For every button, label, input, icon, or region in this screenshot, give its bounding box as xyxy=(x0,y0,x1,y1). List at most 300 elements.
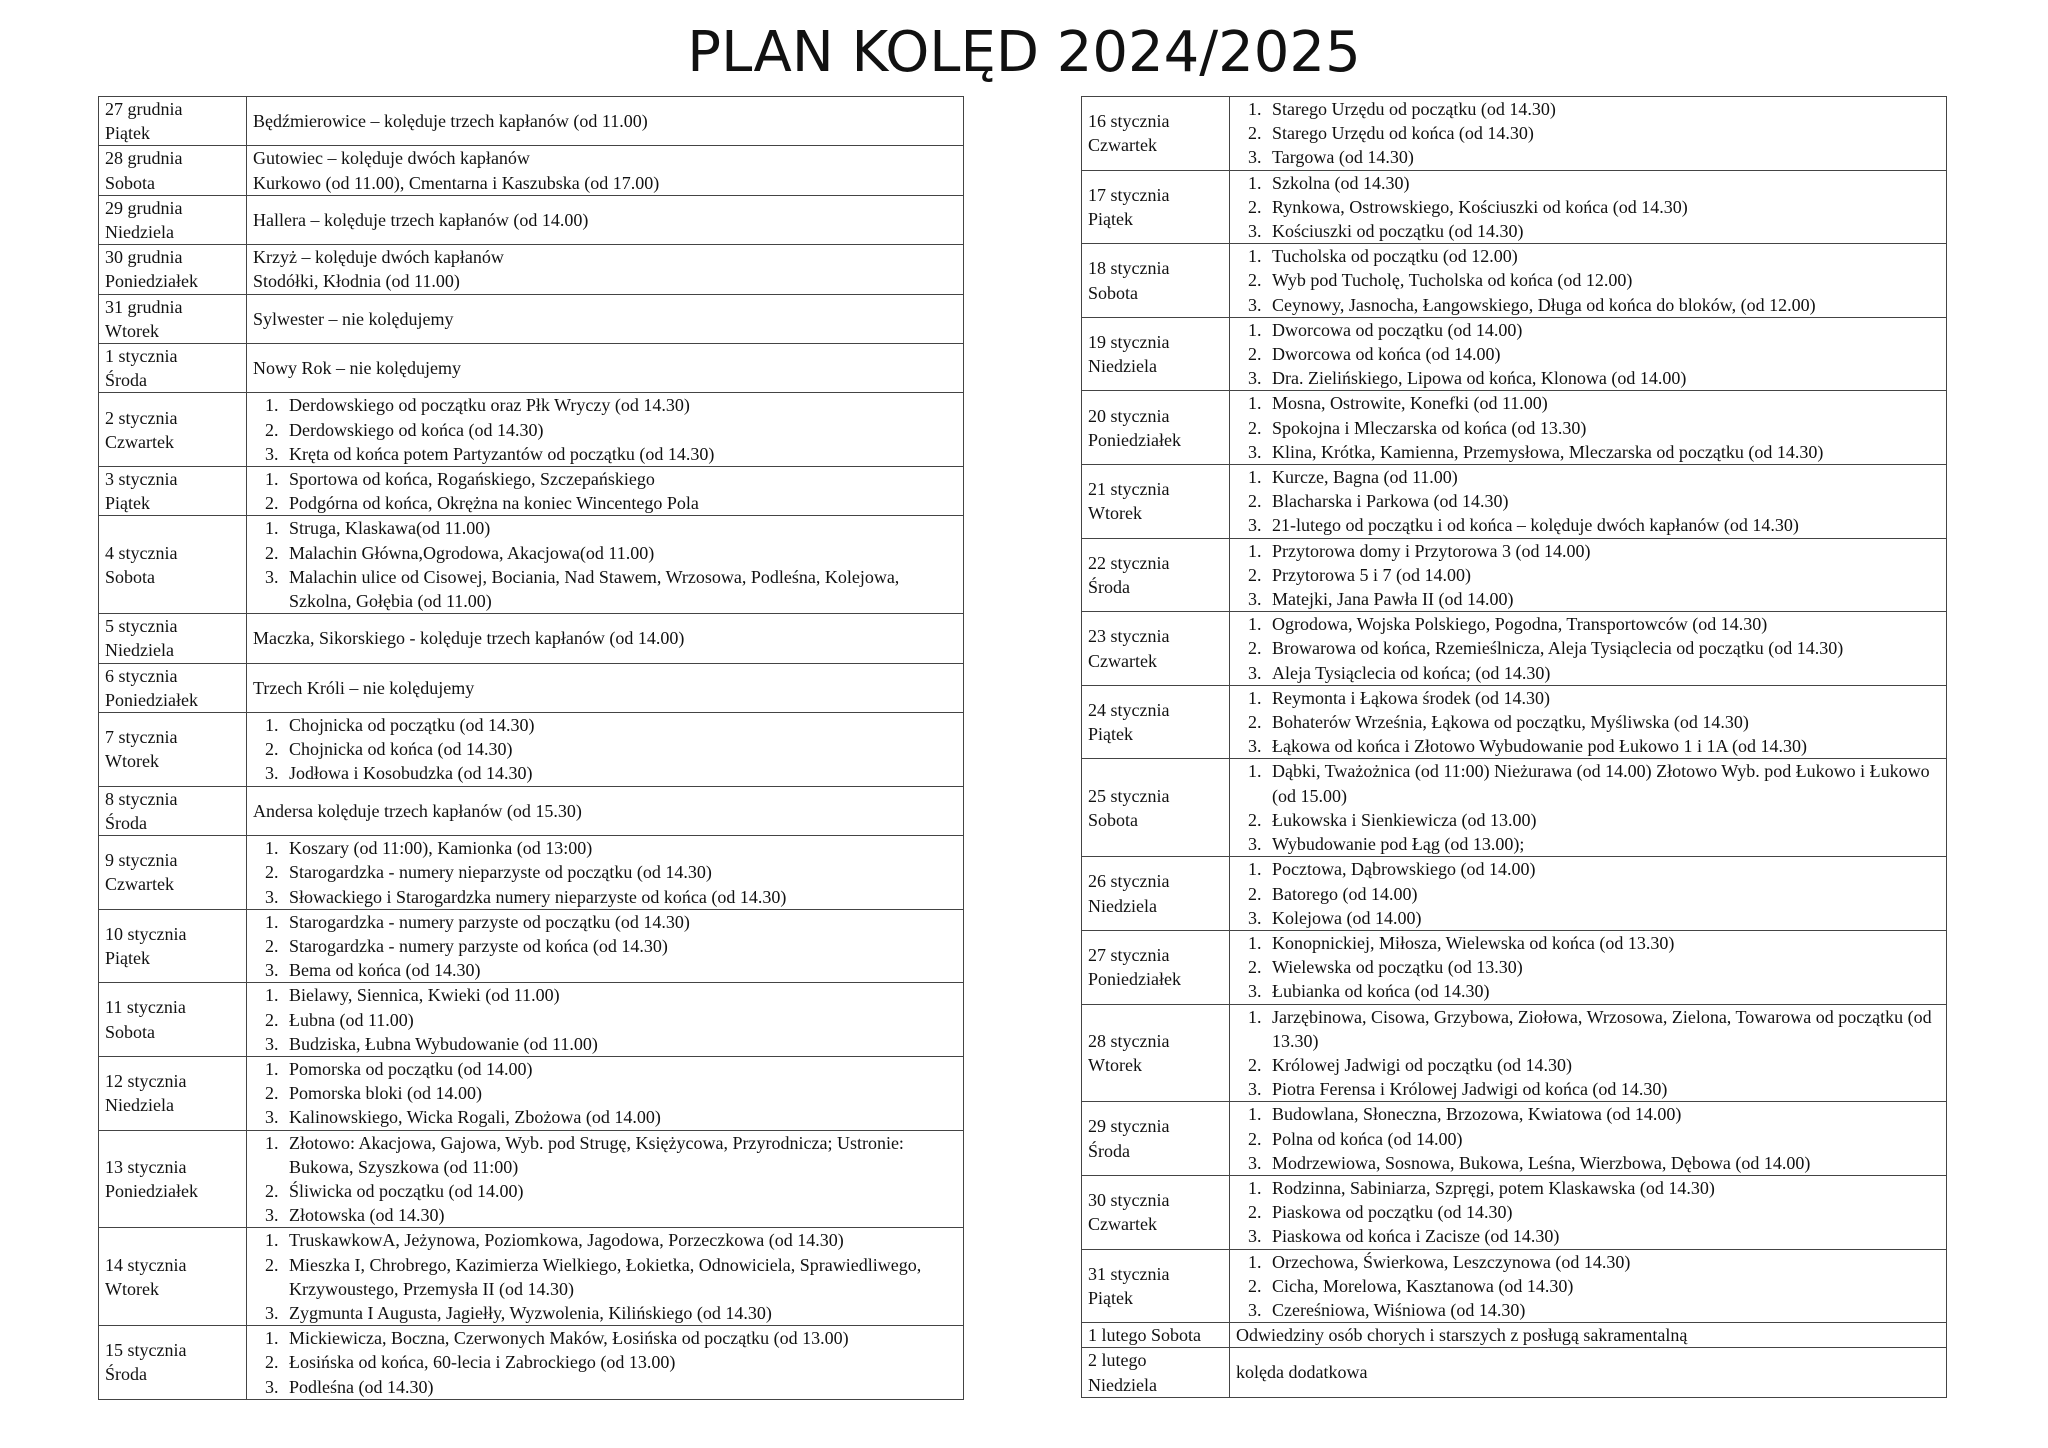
schedule-row xyxy=(1082,391,1947,465)
description-cell xyxy=(247,1056,964,1130)
day-weekday: Sobota xyxy=(105,1021,156,1042)
street-list xyxy=(253,1057,957,1130)
description-text: Odwiedziny osób chorych i starszych z posługą sakramentalną xyxy=(1236,1325,1688,1346)
street-list-item: 1. Budowlana, Słoneczna, Brzozowa, Kwiatowa (od 14.00) xyxy=(1266,1102,1940,1126)
description-cell xyxy=(1230,317,1947,391)
schedule-row xyxy=(1082,1175,1947,1249)
schedule-row xyxy=(99,1326,964,1400)
schedule-row xyxy=(1082,1348,1947,1397)
description-cell xyxy=(247,983,964,1057)
street-list xyxy=(1236,391,1940,464)
day-weekday: Poniedziałek xyxy=(105,271,198,292)
street-list-item: 3. Kolejowa (od 14.00) xyxy=(1266,906,1940,930)
day-cell xyxy=(1082,97,1230,171)
day-date: 26 stycznia xyxy=(1088,871,1170,892)
street-list-item: 1. Koszary (od 11:00), Kamionka (od 13:00) xyxy=(283,836,957,860)
day-cell xyxy=(99,663,247,712)
street-list-item: 1. Pocztowa, Dąbrowskiego (od 14.00) xyxy=(1266,857,1940,881)
day-weekday: Poniedziałek xyxy=(1088,969,1181,990)
day-cell xyxy=(99,1326,247,1400)
schedule-row xyxy=(1082,317,1947,391)
street-list xyxy=(1236,318,1940,391)
description-cell xyxy=(247,344,964,393)
description-line: Gutowiec – kolęduje dwóch kapłanów xyxy=(253,148,530,169)
schedule-row xyxy=(99,245,964,294)
day-weekday: Piątek xyxy=(1088,208,1133,229)
street-list-item: 1. Dąbki, Tważożnica (od 11:00) Nieżurawa (od 14.00) Złotowo Wyb. pod Łukowo i Łukowo (od 15.00) xyxy=(1266,759,1940,807)
street-list-item: 3. Wybudowanie pod Łąg (od 13.00); xyxy=(1266,832,1940,856)
day-weekday: Niedziela xyxy=(105,222,174,243)
street-list xyxy=(1236,97,1940,170)
day-date: 31 stycznia xyxy=(1088,1263,1170,1284)
day-cell xyxy=(99,393,247,467)
schedule-row xyxy=(1082,1323,1947,1348)
description-cell xyxy=(1230,391,1947,465)
street-list-item: 3. Bema od końca (od 14.30) xyxy=(283,958,957,982)
street-list-item: 3. Słowackiego i Starogardzka numery nieparzyste od końca (od 14.30) xyxy=(283,885,957,909)
street-list xyxy=(1236,539,1940,612)
day-date: 28 stycznia xyxy=(1088,1030,1170,1051)
day-weekday: Piątek xyxy=(105,948,150,968)
description-cell xyxy=(247,516,964,614)
street-list-item: 2. Mieszka I, Chrobrego, Kazimierza Wielkiego, Łokietka, Odnowiciela, Sprawiedliwego, Krzywoustego, Przemysła II (od 14.30) xyxy=(283,1253,957,1301)
day-date: 19 stycznia xyxy=(1088,331,1170,352)
day-cell xyxy=(99,1130,247,1228)
day-date: 8 stycznia xyxy=(105,788,178,809)
street-list-item: 2. Piaskowa od początku (od 14.30) xyxy=(1266,1200,1940,1224)
day-cell xyxy=(1082,1348,1230,1397)
street-list-item: 3. Budziska, Łubna Wybudowanie (od 11.00) xyxy=(283,1032,957,1056)
street-list-item: 2. Łukowska i Sienkiewicza (od 13.00) xyxy=(1266,808,1940,832)
day-cell xyxy=(99,516,247,614)
day-date: 30 grudnia xyxy=(105,247,183,268)
description-cell xyxy=(1230,538,1947,612)
day-date: 25 stycznia xyxy=(1088,785,1170,806)
day-cell xyxy=(1082,1175,1230,1249)
street-list-item: 3. Zygmunta I Augusta, Jagiełły, Wyzwolenia, Kilińskiego (od 14.30) xyxy=(283,1301,957,1325)
day-weekday: Środa xyxy=(105,812,147,833)
street-list xyxy=(253,983,957,1056)
day-cell xyxy=(99,713,247,787)
day-date: 17 stycznia xyxy=(1088,184,1170,205)
street-list-item: 1. Bielawy, Siennica, Kwieki (od 11.00) xyxy=(283,983,957,1007)
schedule-row xyxy=(99,836,964,910)
day-date: 29 grudnia xyxy=(105,197,183,218)
description-cell xyxy=(1230,685,1947,759)
street-list xyxy=(253,910,957,983)
street-list-item: 2. Podgórna od końca, Okrężna na koniec Wincentego Pola xyxy=(283,491,957,515)
description-cell xyxy=(1230,97,1947,171)
street-list xyxy=(253,467,957,515)
street-list-item: 2. Malachin Główna,Ogrodowa, Akacjowa(od 11.00) xyxy=(283,541,957,565)
street-list xyxy=(1236,244,1940,317)
street-list xyxy=(253,1131,957,1228)
street-list-item: 2. Łubna (od 11.00) xyxy=(283,1008,957,1032)
day-weekday: Piątek xyxy=(1088,724,1133,745)
description-cell xyxy=(1230,465,1947,539)
street-list-item: 1. Starogardzka - numery parzyste od początku (od 14.30) xyxy=(283,910,957,934)
street-list-item: 3. Jodłowa i Kosobudzka (od 14.30) xyxy=(283,761,957,785)
description-cell xyxy=(247,836,964,910)
day-cell xyxy=(99,909,247,983)
description-line: Stodółki, Kłodnia (od 11.00) xyxy=(253,271,460,292)
day-cell xyxy=(99,467,247,516)
description-cell xyxy=(247,1326,964,1400)
street-list-item: 1. Tucholska od początku (od 12.00) xyxy=(1266,244,1940,268)
street-list-item: 2. Królowej Jadwigi od początku (od 14.30) xyxy=(1266,1053,1940,1077)
day-date: 3 stycznia xyxy=(105,469,178,490)
street-list-item: 2. Browarowa od końca, Rzemieślnicza, Aleja Tysiąclecia od początku (od 14.30) xyxy=(1266,636,1940,660)
day-cell xyxy=(1082,1102,1230,1176)
description-text: Nowy Rok – nie kolędujemy xyxy=(253,358,461,379)
day-cell xyxy=(1082,1323,1230,1348)
street-list xyxy=(1236,686,1940,759)
schedule-row xyxy=(99,983,964,1057)
street-list xyxy=(1236,931,1940,1004)
day-cell xyxy=(1082,857,1230,931)
schedule-row xyxy=(99,195,964,244)
day-date: 15 stycznia xyxy=(105,1340,187,1361)
day-weekday: Sobota xyxy=(105,566,156,587)
day-date: 18 stycznia xyxy=(1088,258,1170,279)
street-list-item: 2. Batorego (od 14.00) xyxy=(1266,882,1940,906)
schedule-row xyxy=(1082,1004,1947,1102)
street-list-item: 2. Przytorowa 5 i 7 (od 14.00) xyxy=(1266,563,1940,587)
street-list xyxy=(253,836,957,909)
day-cell xyxy=(99,786,247,835)
street-list xyxy=(253,393,957,466)
description-cell xyxy=(247,909,964,983)
description-cell xyxy=(247,1228,964,1326)
day-weekday: Piątek xyxy=(105,123,150,144)
day-cell xyxy=(1082,465,1230,539)
day-weekday: Czwartek xyxy=(1088,1214,1157,1235)
street-list-item: 3. Łąkowa od końca i Złotowo Wybudowanie pod Łukowo 1 i 1A (od 14.30) xyxy=(1266,734,1940,758)
description-text: Hallera – kolęduje trzech kapłanów (od 14.00) xyxy=(253,209,589,230)
day-cell xyxy=(99,195,247,244)
description-cell xyxy=(247,195,964,244)
day-cell xyxy=(99,294,247,343)
description-cell xyxy=(1230,1102,1947,1176)
street-list xyxy=(1236,759,1940,856)
schedule-row xyxy=(1082,1249,1947,1323)
description-cell xyxy=(1230,1348,1947,1397)
description-text: kolęda dodatkowa xyxy=(1236,1362,1368,1383)
description-text: Andersa kolęduje trzech kapłanów (od 15.30) xyxy=(253,800,582,821)
description-text: Maczka, Sikorskiego - kolęduje trzech kapłanów (od 14.00) xyxy=(253,628,685,649)
street-list-item: 1. Orzechowa, Świerkowa, Leszczynowa (od 14.30) xyxy=(1266,1250,1940,1274)
day-date: 28 grudnia xyxy=(105,148,183,169)
schedule-row xyxy=(99,393,964,467)
schedule-row xyxy=(99,516,964,614)
street-list-item: 3. Ceynowy, Jasnocha, Łangowskiego, Długa od końca do bloków, (od 12.00) xyxy=(1266,293,1940,317)
day-date: 14 stycznia xyxy=(105,1254,187,1275)
description-cell xyxy=(247,294,964,343)
street-list-item: 1. Struga, Klaskawa(od 11.00) xyxy=(283,516,957,540)
street-list-item: 1. Szkolna (od 14.30) xyxy=(1266,171,1940,195)
schedule-row xyxy=(99,786,964,835)
description-cell xyxy=(1230,244,1947,318)
schedule-table-right xyxy=(1081,96,1947,1398)
day-weekday: Środa xyxy=(105,1364,147,1385)
day-date: 16 stycznia xyxy=(1088,111,1170,132)
street-list-item: 3. Złotowska (od 14.30) xyxy=(283,1203,957,1227)
day-date: 27 stycznia xyxy=(1088,945,1170,965)
street-list-item: 1. Chojnicka od początku (od 14.30) xyxy=(283,713,957,737)
description-cell xyxy=(1230,1175,1947,1249)
schedule-row xyxy=(99,1130,964,1228)
day-weekday: Niedziela xyxy=(1088,1374,1157,1395)
day-weekday: Wtorek xyxy=(1088,503,1142,524)
street-list-item: 1. Sportowa od końca, Rogańskiego, Szczepańskiego xyxy=(283,467,957,491)
description-line: Kurkowo (od 11.00), Cmentarna i Kaszubska (od 17.00) xyxy=(253,172,660,193)
day-weekday: Środa xyxy=(1088,576,1130,597)
day-date: 21 stycznia xyxy=(1088,479,1170,500)
street-list-item: 1. Ogrodowa, Wojska Polskiego, Pogodna, Transportowców (od 14.30) xyxy=(1266,612,1940,636)
day-date: 12 stycznia xyxy=(105,1071,187,1092)
day-cell xyxy=(1082,685,1230,759)
description-text: Będźmierowice – kolęduje trzech kapłanów (od 11.00) xyxy=(253,111,648,132)
day-date: 7 stycznia xyxy=(105,727,178,748)
day-weekday: Niedziela xyxy=(1088,895,1157,916)
day-date: 23 stycznia xyxy=(1088,626,1170,647)
street-list-item: 3. Piotra Ferensa i Królowej Jadwigi od końca (od 14.30) xyxy=(1266,1077,1940,1101)
street-list-item: 2. Dworcowa od końca (od 14.00) xyxy=(1266,342,1940,366)
description-cell xyxy=(1230,1249,1947,1323)
day-cell xyxy=(99,1228,247,1326)
street-list-item: 1. Dworcowa od początku (od 14.00) xyxy=(1266,318,1940,342)
day-cell xyxy=(1082,391,1230,465)
day-cell xyxy=(99,983,247,1057)
day-cell xyxy=(99,344,247,393)
street-list xyxy=(1236,1250,1940,1323)
day-cell xyxy=(1082,170,1230,244)
schedule-row xyxy=(99,146,964,195)
street-list-item: 2. Wyb pod Tucholę, Tucholska od końca (od 12.00) xyxy=(1266,268,1940,292)
day-cell xyxy=(99,245,247,294)
schedule-row xyxy=(99,97,964,146)
day-cell xyxy=(1082,1004,1230,1102)
street-list-item: 2. Blacharska i Parkowa (od 14.30) xyxy=(1266,489,1940,513)
street-list-item: 1. TruskawkowA, Jeżynowa, Poziomkowa, Jagodowa, Porzeczkowa (od 14.30) xyxy=(283,1228,957,1252)
description-cell xyxy=(247,1130,964,1228)
day-date: 24 stycznia xyxy=(1088,699,1170,720)
street-list-item: 2. Chojnicka od końca (od 14.30) xyxy=(283,737,957,761)
street-list xyxy=(1236,465,1940,538)
day-date: 6 stycznia xyxy=(105,665,178,686)
day-cell xyxy=(1082,759,1230,857)
description-text: Trzech Króli – nie kolędujemy xyxy=(253,677,475,698)
street-list-item: 1. Jarzębinowa, Cisowa, Grzybowa, Ziołowa, Wrzosowa, Zielona, Towarowa od początku (od 13.30) xyxy=(1266,1005,1940,1053)
day-weekday: Wtorek xyxy=(105,751,159,772)
street-list-item: 2. Starogardzka - numery nieparzyste od początku (od 14.30) xyxy=(283,860,957,884)
schedule-row xyxy=(1082,759,1947,857)
day-date: 13 stycznia xyxy=(105,1156,187,1177)
street-list-item: 2. Polna od końca (od 14.00) xyxy=(1266,1127,1940,1151)
schedule-table-left xyxy=(98,96,964,1400)
street-list-item: 1. Mosna, Ostrowite, Konefki (od 11.00) xyxy=(1266,391,1940,415)
street-list xyxy=(253,1326,957,1399)
schedule-row xyxy=(99,1228,964,1326)
street-list-item: 1. Kurcze, Bagna (od 11.00) xyxy=(1266,465,1940,489)
schedule-row xyxy=(1082,170,1947,244)
description-cell xyxy=(247,146,964,195)
day-date: 9 stycznia xyxy=(105,850,178,871)
description-cell xyxy=(247,393,964,467)
schedule-row xyxy=(99,614,964,663)
description-cell xyxy=(1230,170,1947,244)
street-list-item: 2. Rynkowa, Ostrowskiego, Kościuszki od końca (od 14.30) xyxy=(1266,195,1940,219)
day-date: 4 stycznia xyxy=(105,542,178,563)
street-list-item: 2. Derdowskiego od końca (od 14.30) xyxy=(283,418,957,442)
street-list-item: 3. Targowa (od 14.30) xyxy=(1266,145,1940,169)
day-weekday: Niedziela xyxy=(105,1095,174,1116)
day-date: 2 stycznia xyxy=(105,407,178,428)
day-cell xyxy=(99,1056,247,1130)
street-list-item: 3. Czereśniowa, Wiśniowa (od 14.30) xyxy=(1266,1298,1940,1322)
day-date: 11 stycznia xyxy=(105,997,186,1018)
street-list-item: 2. Łosińska od końca, 60-lecia i Zabrockiego (od 13.00) xyxy=(283,1350,957,1374)
schedule-row xyxy=(1082,1102,1947,1176)
street-list-item: 1. Złotowo: Akacjowa, Gajowa, Wyb. pod Strugę, Księżycowa, Przyrodnicza; Ustronie: Bukowa, Szyszkowa (od 11:00) xyxy=(283,1131,957,1179)
description-text: Sylwester – nie kolędujemy xyxy=(253,308,454,329)
day-weekday: Sobota xyxy=(105,172,156,193)
day-weekday: Czwartek xyxy=(105,874,174,895)
schedule-row xyxy=(1082,97,1947,171)
day-weekday: Środa xyxy=(1088,1140,1130,1161)
description-cell xyxy=(1230,1004,1947,1102)
street-list xyxy=(1236,612,1940,685)
description-cell xyxy=(247,786,964,835)
street-list-item: 3. Matejki, Jana Pawła II (od 14.00) xyxy=(1266,587,1940,611)
day-date: 30 stycznia xyxy=(1088,1190,1170,1211)
street-list-item: 3. Modrzewiowa, Sosnowa, Bukowa, Leśna, Wierzbowa, Dębowa (od 14.00) xyxy=(1266,1151,1940,1175)
day-weekday: Wtorek xyxy=(105,1278,159,1299)
schedule-row xyxy=(99,467,964,516)
street-list-item: 1. Rodzinna, Sabiniarza, Szpręgi, potem Klaskawska (od 14.30) xyxy=(1266,1176,1940,1200)
description-cell xyxy=(247,245,964,294)
schedule-row xyxy=(99,344,964,393)
street-list-item: 2. Bohaterów Września, Łąkowa od początku, Myśliwska (od 14.30) xyxy=(1266,710,1940,734)
street-list xyxy=(253,516,957,613)
schedule-row xyxy=(1082,612,1947,686)
description-cell xyxy=(247,663,964,712)
schedule-row xyxy=(99,294,964,343)
day-weekday: Czwartek xyxy=(1088,650,1157,671)
day-date: 1 stycznia xyxy=(105,346,178,367)
description-cell xyxy=(247,713,964,787)
day-cell xyxy=(1082,317,1230,391)
day-cell xyxy=(99,97,247,146)
street-list-item: 1. Derdowskiego od początku oraz Płk Wryczy (od 14.30) xyxy=(283,393,957,417)
day-date: 29 stycznia xyxy=(1088,1116,1170,1137)
street-list-item: 2. Wielewska od początku (od 13.30) xyxy=(1266,955,1940,979)
description-cell xyxy=(247,467,964,516)
street-list-item: 1. Mickiewicza, Boczna, Czerwonych Maków, Łosińska od początku (od 13.00) xyxy=(283,1326,957,1350)
day-weekday: Wtorek xyxy=(105,320,159,341)
day-weekday: Sobota xyxy=(1088,809,1139,830)
description-cell xyxy=(247,614,964,663)
schedule-row xyxy=(1082,538,1947,612)
day-cell xyxy=(99,614,247,663)
street-list xyxy=(1236,857,1940,930)
day-date: 27 grudnia xyxy=(105,99,183,119)
day-weekday: Wtorek xyxy=(1088,1054,1142,1075)
schedule-row xyxy=(1082,857,1947,931)
street-list-item: 1. Pomorska od początku (od 14.00) xyxy=(283,1057,957,1081)
street-list xyxy=(253,1228,957,1325)
day-weekday: Środa xyxy=(105,370,147,391)
day-cell xyxy=(1082,612,1230,686)
street-list-item: 2. Cicha, Morelowa, Kasztanowa (od 14.30) xyxy=(1266,1274,1940,1298)
day-weekday: Niedziela xyxy=(1088,356,1157,377)
day-weekday: Piątek xyxy=(105,493,150,514)
street-list-item: 3. Łubianka od końca (od 14.30) xyxy=(1266,979,1940,1003)
day-cell xyxy=(99,836,247,910)
schedule-row xyxy=(99,1056,964,1130)
street-list-item: 2. Pomorska bloki (od 14.00) xyxy=(283,1081,957,1105)
day-cell xyxy=(1082,930,1230,1004)
street-list-item: 1. Starego Urzędu od początku (od 14.30) xyxy=(1266,97,1940,121)
day-weekday: Poniedziałek xyxy=(1088,429,1181,450)
day-weekday: Poniedziałek xyxy=(105,689,198,710)
description-cell xyxy=(247,97,964,146)
day-weekday: Poniedziałek xyxy=(105,1180,198,1201)
street-list xyxy=(1236,1102,1940,1175)
day-weekday: Czwartek xyxy=(105,431,174,452)
day-weekday: Czwartek xyxy=(1088,135,1157,156)
day-date: 2 lutego xyxy=(1088,1350,1147,1371)
street-list-item: 1. Reymonta i Łąkowa środek (od 14.30) xyxy=(1266,686,1940,710)
day-date: 5 stycznia xyxy=(105,616,178,637)
schedule-row xyxy=(1082,685,1947,759)
description-line: Krzyż – kolęduje dwóch kapłanów xyxy=(253,247,504,268)
street-list-item: 3. Klina, Krótka, Kamienna, Przemysłowa, Mleczarska od początku (od 14.30) xyxy=(1266,440,1940,464)
description-cell xyxy=(1230,1323,1947,1348)
description-cell xyxy=(1230,759,1947,857)
street-list-item: 2. Spokojna i Mleczarska od końca (od 13.30) xyxy=(1266,416,1940,440)
street-list-item: 3. Podleśna (od 14.30) xyxy=(283,1375,957,1399)
description-cell xyxy=(1230,857,1947,931)
day-cell xyxy=(1082,538,1230,612)
street-list-item: 3. Aleja Tysiąclecia od końca; (od 14.30) xyxy=(1266,661,1940,685)
day-weekday: Sobota xyxy=(1088,282,1139,303)
street-list-item: 3. Dra. Zielińskiego, Lipowa od końca, Klonowa (od 14.00) xyxy=(1266,366,1940,390)
street-list-item: 3. Malachin ulice od Cisowej, Bociania, Nad Stawem, Wrzosowa, Podleśna, Kolejowa, Szkolna, Gołębia (od 11.00) xyxy=(283,565,957,613)
schedule-row xyxy=(1082,465,1947,539)
street-list-item: 3. Kościuszki od początku (od 14.30) xyxy=(1266,219,1940,243)
street-list-item: 3. Kręta od końca potem Partyzantów od początku (od 14.30) xyxy=(283,442,957,466)
street-list xyxy=(1236,1176,1940,1249)
street-list xyxy=(1236,1005,1940,1102)
street-list-item: 1. Konopnickiej, Miłosza, Wielewska od końca (od 13.30) xyxy=(1266,931,1940,955)
day-date: 22 stycznia xyxy=(1088,552,1170,573)
day-date: 31 grudnia xyxy=(105,296,183,317)
street-list-item: 2. Śliwicka od początku (od 14.00) xyxy=(283,1179,957,1203)
schedule-row xyxy=(1082,930,1947,1004)
page-title: PLAN KOLĘD 2024/2025 xyxy=(687,20,1361,85)
day-date: 1 lutego Sobota xyxy=(1088,1325,1201,1346)
description-cell xyxy=(1230,930,1947,1004)
day-date: 10 stycznia xyxy=(105,923,187,944)
schedule-row xyxy=(99,713,964,787)
schedule-row xyxy=(1082,244,1947,318)
street-list-item: 3. Piaskowa od końca i Zacisze (od 14.30) xyxy=(1266,1224,1940,1248)
description-cell xyxy=(1230,612,1947,686)
street-list-item: 3. 21-lutego od początku i od końca – kolęduje dwóch kapłanów (od 14.30) xyxy=(1266,513,1940,537)
schedule-row xyxy=(99,663,964,712)
day-cell xyxy=(1082,1249,1230,1323)
